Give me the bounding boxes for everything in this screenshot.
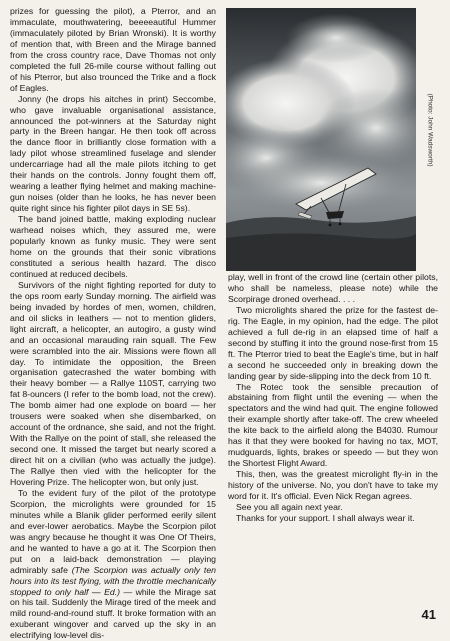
paragraph — [10, 488, 216, 641]
paragraph: See you all again next year. — [236, 502, 343, 513]
paragraph: This, then, was the greatest microlight fly-in in the history of the universe. No, you don't have to take my word for it. It's official. Even Nick Regan agrees. — [228, 469, 438, 502]
photo-credit: (Photo: John Wadsworth) — [426, 93, 434, 167]
paragraph: Two microlights shared the prize for the fastest de-rig. The Eagle, in my opinion, had the edge. The pilot achieved a full de-rig in an elapsed time of half a second by stuffing it into the ground nose-first from 15 ft. The Pterror tried to beat the Eagle's time, but in half a second he succeeded only in breaking down the landing gear by side-slipping into the deck from 10 ft. — [228, 304, 438, 381]
left-text-column — [10, 6, 216, 641]
paragraph: The band joined battle, making exploding nuclear warhead noises which, they assured me, were popularly known as funky music. They were sent home on the grounds that their sonic vibrations constituted a serious health hazard. The disco continued at reduced decibels. — [10, 214, 216, 279]
paragraph: The Rotec took the sensible precaution of abstaining from flight until the evening — when the spectators and the wind had quit. The engine followed their example shortly after take-off. The crew wheeled the kite back to the airfield along the B4030. Rumour has it that they were booked for having no tax, MOT, mudguards, lights, brakes or speedo — but they won the Shortest Flight Award. — [228, 381, 438, 469]
paragraph: Thanks for your support. I shall always wear it. — [236, 512, 415, 523]
paragraph-text: — while the Mirage sat on his tail. Suddenly the Mirage tired of the meek and mild round-and-round stuff. It broke formation with an exuberant wingover and carved up the sky in an electrifying low-level dis- — [10, 586, 216, 641]
page-number: 41 — [421, 607, 436, 622]
paragraph: Jonny (he drops his aitches in print) Seccombe, who gave invaluable organisational assistance, announced the pot-winners at the Saturday night party in the Breen hangar. He then took off across the dance floor in brilliantly close formation with a lady pilot whose streamlined fuselage and slender undercarriage had all the male pilots itching to get their hands on the controls. Jonny fought them off, wearing a leather flying helmet and making machine-gun noises (older than he looks, he has never been quite right since his fighter pilot days in SE 5s). — [10, 93, 216, 214]
paragraph: play, well in front of the crowd line (certain other pilots, who shall be nameless, please note) while the Scorpirage droned overhead. . . . — [228, 272, 438, 304]
right-text-column — [228, 272, 438, 524]
paragraph: prizes for guessing the pilot), a Pterror, and an immaculate, mouthwatering, beeeeautiful Hummer (immaculately piloted by Brian Wronski). It is worthy of mention that, with Breen and the Mirage banned from the cross country race, Dave Thomas not only completed the full 26-mile course without falling out of his Pterror, but also trounced the Trike and a flock of Eagles. — [10, 6, 216, 93]
microlight-photo — [226, 8, 416, 271]
editor-note: (The Scorpion was actually only ten hours into its test flying, with the throttle mechanically stopped to only half — Ed.) — [10, 564, 217, 597]
photo-image — [226, 8, 416, 271]
paragraph-text: To the evident fury of the pilot of the prototype Scorpion, the microlights were grounded for 15 minutes while a Blanik glider performed eerily silent and ever-lower aerobatics. Maybe the Scorpion pilot was angry because he thought it was One Of Theirs, and he wanted to have a go at it. The Scorpion then put on a laid-back demonstration — playing admirably safe — [10, 487, 216, 575]
paragraph: Survivors of the night fighting reported for duty to the ops room early Sunday morning. The airfield was being invaded by hordes of men, women, children, and oil slicks in leathers — not to mention gliders, light aircraft, a helicopter, an autogiro, a gusty wind and an occasional marauding rain squall. The Few were scrambled into the air. Missions were flown all day. To intimidate the opposition, the Breen organisation gatecrashed the water bombing with their heavy bomber — a Rallye 110ST, carrying two fat 8-ouncers (I refer to the bomb load, not the crew). The bomb aimer had one explode on board — her trousers were soaked when she disembarked, on account of the ordnance, she said, and not the fright. With the Rallye on the point of stall, she released the second one. It missed the target but nearly scored a direct hit on a civilian (who was actually the judge). The Rallye then vied with the helicopter for the Hovering Prize. The helicopter won, but only just. — [10, 279, 216, 487]
